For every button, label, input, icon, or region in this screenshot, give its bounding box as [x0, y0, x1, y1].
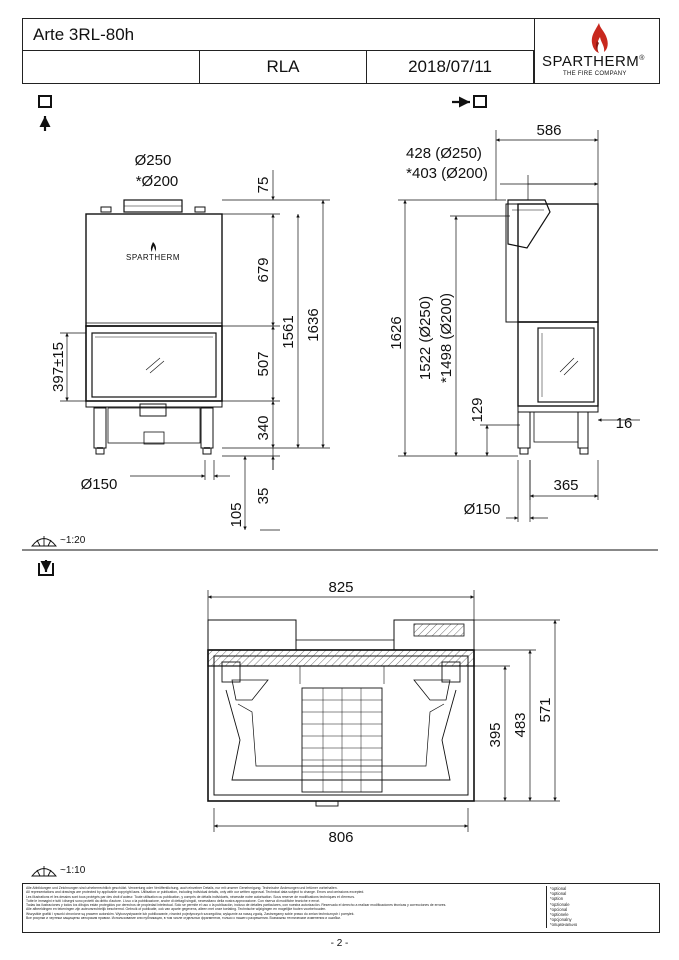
front-view-symbol [39, 96, 51, 131]
dim-depth-395: 395 [487, 722, 504, 748]
side-view-symbol [452, 96, 486, 107]
side-dimension-lines [398, 130, 640, 522]
dim-base-depth: 365 [553, 477, 579, 494]
stove-flame-icon [151, 242, 156, 252]
page-number: - 2 - [330, 938, 349, 949]
dim-collar-height: 75 [255, 176, 272, 194]
optional-label: *optional [550, 886, 567, 891]
model-name: Arte 3RL-80h [33, 24, 135, 44]
optional-label: *opcional [550, 906, 568, 912]
optional-labels [546, 886, 660, 928]
scale-icon-top [32, 536, 56, 546]
dim-glass-height: 507 [255, 351, 272, 377]
dim-depth-571: 571 [537, 697, 554, 723]
optional-label: *optionele [550, 912, 569, 918]
dim-total-height: 1626 [388, 316, 405, 350]
dim-base-height: 340 [255, 415, 272, 441]
dim-front-air-inlet: Ø150 [80, 476, 118, 493]
legal-line-it: Tutte le immagini e tutti i disegni sono protetti da diritto d'autore. L'uso o la pubblicazione, anche di dettagli singoli, necessitano della nostra approvazione. Con riserva di modifiche tecniche e errori. [26, 898, 321, 903]
scale-label-top: ~1:20 [60, 535, 86, 546]
side-dimension-labels [388, 122, 632, 518]
side-view [506, 200, 598, 454]
legal-line-fr: Les illustrations et les dessins sont tous protégés par des droit d'auteur. Toute utilisation ou publication, y compris de détails individuels, nécessite notre autorisation. Sous reserve de modifications techniques et d'erreurs. [26, 894, 355, 899]
plan-view-symbol [39, 560, 53, 575]
dim-inner-width: 806 [328, 829, 354, 846]
dim-depth-top: 586 [536, 122, 562, 139]
optional-label: *опционально [550, 922, 578, 928]
plan-dimension-lines [208, 590, 560, 832]
plan-dimension-labels [328, 579, 554, 846]
optional-label: *option [550, 896, 564, 902]
optional-label: *opzionale [550, 901, 570, 907]
legal-notice [26, 886, 542, 920]
stove-logo-text: SPARTHERM [126, 253, 180, 262]
front-view [86, 200, 222, 454]
dim-total-1636: 1636 [305, 308, 322, 342]
optional-label: *opcjonalny [550, 917, 572, 923]
dim-flue-height-alt: *1498 (Ø200) [438, 292, 455, 384]
brand-wordmark: SPARTHERM® [542, 53, 645, 70]
dim-side-gap: 16 [615, 415, 633, 432]
revision-date: 2018/07/11 [408, 57, 492, 76]
dim-foot-height: 35 [255, 487, 272, 505]
dim-depth-483: 483 [512, 712, 529, 738]
scale-label-bottom: ~1:10 [60, 865, 86, 876]
front-flue-diameter-alt: *Ø200 [135, 173, 179, 190]
dim-inlet-height: 129 [469, 397, 486, 423]
legal-footer [22, 883, 660, 933]
optional-label: *optional [550, 891, 567, 897]
legal-line-en: All representations and drawings are protected by applicable copyright laws. Utilisation or publication, including individual details, only with our written approval. Technical data subject to change. Errors and omissions excepted. [26, 890, 365, 895]
dim-upper-body: 679 [255, 257, 272, 283]
plan-view [208, 620, 474, 806]
variant-label: RLA [266, 57, 300, 76]
scale-icon-bottom [32, 866, 56, 876]
legal-line-pl: Wszystkie grafiki i rysunki chronione są prawem autorskim. Wykorzystywanie lub publikowanie, również pojedynczych szczegółów, wyłącznie za naszą zgodą. Zastrzegamy sobie prawo do zmian technicznych i pomyłek. [26, 911, 355, 916]
brand-tagline: THE FIRE COMPANY [563, 71, 627, 77]
front-dimension-labels [50, 177, 322, 528]
dim-side-air-inlet: Ø150 [463, 501, 501, 518]
legal-line-ru: Все рисунки и чертежи защищены авторским правом. Использование или публикация, в том числе отдельных фрагментов, только с нашего разрешения. Возможны технические изменения и ошибки. [26, 916, 341, 921]
dim-outer-width: 825 [328, 579, 354, 596]
legal-line-es: Todas las ilustraciones y todos los dibujos están protegidos por derechos de propiedad intelectual. Solo se permite el uso o la publicación, incluso de detalles particulares, con nuestra autorización. Reservado el derecho a realizar modificaciones técnicas y correcciones de errores. [26, 903, 447, 908]
dim-flue-offset-alt: *403 (Ø200) [406, 165, 488, 182]
front-flue-diameter: Ø250 [134, 152, 172, 169]
dim-flue-height: 1522 (Ø250) [417, 295, 434, 381]
legal-line-nl: Alle afbeeldingen en tekeningen zijn auteursrechtelijk beschermd. Gebruik of publicatie, ook van aparte gegevens, alleen met onze toelating. Technische wijzigingen en mogelijke fouten voorbehouden. [26, 907, 327, 912]
dim-glass-bottom: 397±15 [50, 342, 67, 392]
legal-line-de: Alle Abbildungen und Zeichnungen sind urheberrechtlich geschützt. Verwertung oder Veröffentlichung, auch einzelner Details, nur mit unserer Genehmigung. Technische Änderungen und Irrtümer vorbehalten. [26, 886, 338, 890]
dim-offset-bottom: 105 [228, 502, 245, 528]
dim-flue-offset: 428 (Ø250) [406, 145, 482, 162]
dim-total-1561: 1561 [280, 315, 297, 349]
